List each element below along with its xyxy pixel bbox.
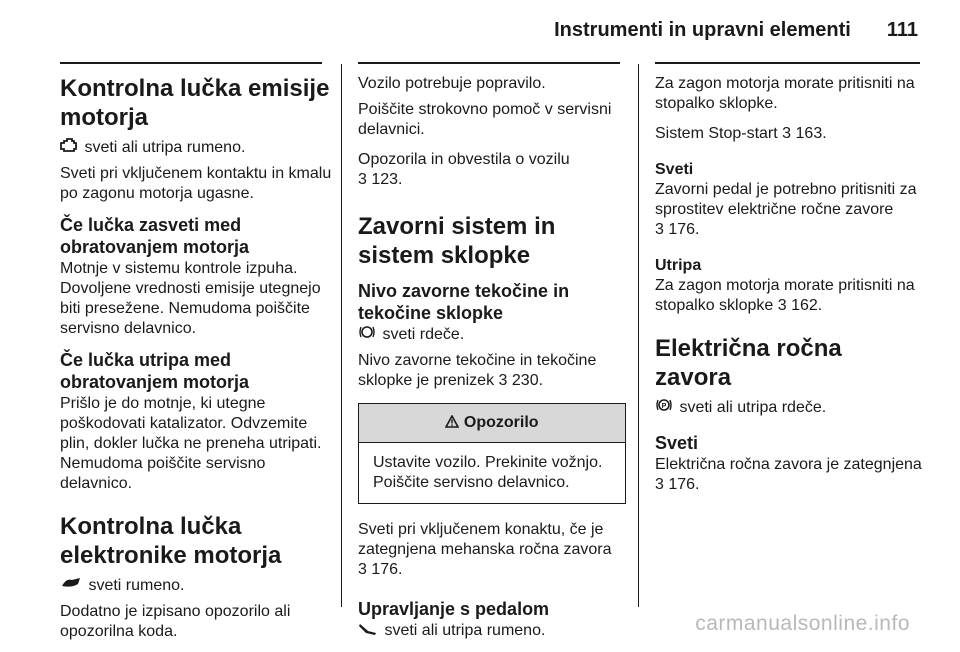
- section-title-emission-lamp: Kontrolna lučka emisije motorja: [60, 75, 330, 131]
- right-column: [655, 74, 923, 505]
- warning-box: [358, 403, 626, 504]
- section-title-electronics-lamp: Kontrolna lučka elektronike motorja: [60, 513, 282, 569]
- section-title-brake-system: Zavorni sistem in sistem sklopke: [358, 213, 556, 269]
- page-header: [554, 19, 918, 42]
- subsection-title: Če lučka utripa med obratovanjem motorja: [60, 350, 250, 392]
- paragraph: Sveti pri vključenem konaktu, če je zategnjena mehanska ročna zavora 3 176.: [358, 521, 612, 578]
- parking-brake-icon: [655, 398, 673, 418]
- page-number: 111: [886, 19, 918, 41]
- page-reference[interactable]: 162.: [791, 297, 823, 314]
- page-reference[interactable]: 123.: [371, 171, 403, 188]
- reference-arrow: 3: [498, 372, 508, 389]
- header-rule-right: [655, 62, 920, 64]
- header-title: Instrumenti in upravni elementi: [554, 19, 851, 41]
- pedal-icon: [358, 621, 378, 641]
- header-rule-left: [60, 62, 322, 64]
- paragraph: Zavorni pedal je potrebno pritisniti za sprostitev električne ročne zavore 3 176.: [655, 181, 917, 238]
- section-title-parking-brake: Električna ročna zavora: [655, 335, 842, 391]
- wrench-car-icon: [60, 576, 82, 596]
- warning-header: Opozorilo: [359, 404, 625, 443]
- paragraph: sveti rumeno.: [60, 576, 332, 596]
- paragraph: sveti ali utripa rumeno.: [358, 621, 626, 641]
- page-reference[interactable]: 163.: [795, 125, 827, 142]
- subsection-title: Upravljanje s pedalom: [358, 599, 550, 619]
- paragraph: sveti ali utripa rumeno.: [60, 138, 332, 158]
- paragraph: Opozorila in obvestila o vozilu 3 123.: [358, 151, 570, 188]
- paragraph: Sveti pri vključenem kontaktu in kmalu po zagonu motorja ugasne.: [60, 165, 332, 202]
- subsection-title: Nivo zavorne tekočine in tekočine sklopke: [358, 281, 570, 323]
- page-reference[interactable]: 230.: [511, 372, 544, 389]
- reference-arrow: 3: [358, 561, 367, 578]
- engine-check-icon: [60, 138, 78, 158]
- paragraph: P sveti ali utripa rdeče.: [655, 398, 923, 418]
- page-reference[interactable]: 176.: [668, 476, 700, 493]
- paragraph: Električna ročna zavora je zategnjena 3 176.: [655, 456, 922, 493]
- paragraph: Dodatno je izpisano opozorilo ali opozorilna koda.: [60, 603, 291, 640]
- reference-arrow: 3: [655, 476, 664, 493]
- paragraph: Sistem Stop-start 3 163.: [655, 125, 827, 142]
- paragraph: Za zagon motorja morate pritisniti na stopalko sklopke.: [655, 75, 915, 112]
- header-rule-middle: [358, 62, 620, 64]
- column-divider: [638, 64, 639, 607]
- left-column: [60, 74, 332, 652]
- paragraph: Prišlo je do motnje, ki utegne poškodovati katalizator. Odvzemite plin, dokler lučka ne preneha utripati. Nemudoma poiščite servisno delavnico.: [60, 395, 322, 492]
- brake-fluid-icon: [358, 325, 376, 345]
- warning-text: Ustavite vozilo. Prekinite vožnjo. Poiščite servisno delavnico.: [373, 454, 603, 491]
- reference-arrow: 3: [655, 221, 664, 238]
- paragraph: Poiščite strokovno pomoč v servisni delavnici.: [358, 101, 612, 138]
- subsection-title: Sveti: [655, 161, 694, 178]
- svg-text:P: P: [661, 403, 667, 410]
- reference-arrow: 3: [782, 125, 792, 142]
- subsection-title: Utripa: [655, 257, 702, 274]
- column-divider: [341, 64, 342, 607]
- subsection-title: Če lučka zasveti med obratovanjem motorja: [60, 215, 250, 257]
- watermark: carmanualsonline.info: [695, 612, 910, 635]
- paragraph: Nivo zavorne tekočine in tekočine sklopke je prenizek 3 230.: [358, 352, 597, 389]
- page-reference[interactable]: 176.: [371, 561, 403, 578]
- subsection-title: Sveti: [655, 433, 699, 453]
- page-reference[interactable]: 176.: [668, 221, 700, 238]
- paragraph: Za zagon motorja morate pritisniti na stopalko sklopke 3 162.: [655, 277, 915, 314]
- paragraph: sveti rdeče.: [358, 325, 626, 345]
- paragraph: Motnje v sistemu kontrole izpuha. Dovoljene vrednosti emisije utegnejo biti presežene. Nemudoma poiščite servisno delavnico.: [60, 260, 321, 337]
- warning-triangle-icon: [445, 414, 463, 431]
- middle-column: [358, 74, 626, 651]
- reference-arrow: 3: [777, 297, 787, 314]
- reference-arrow: 3: [358, 171, 367, 188]
- paragraph: Vozilo potrebuje popravilo.: [358, 75, 546, 92]
